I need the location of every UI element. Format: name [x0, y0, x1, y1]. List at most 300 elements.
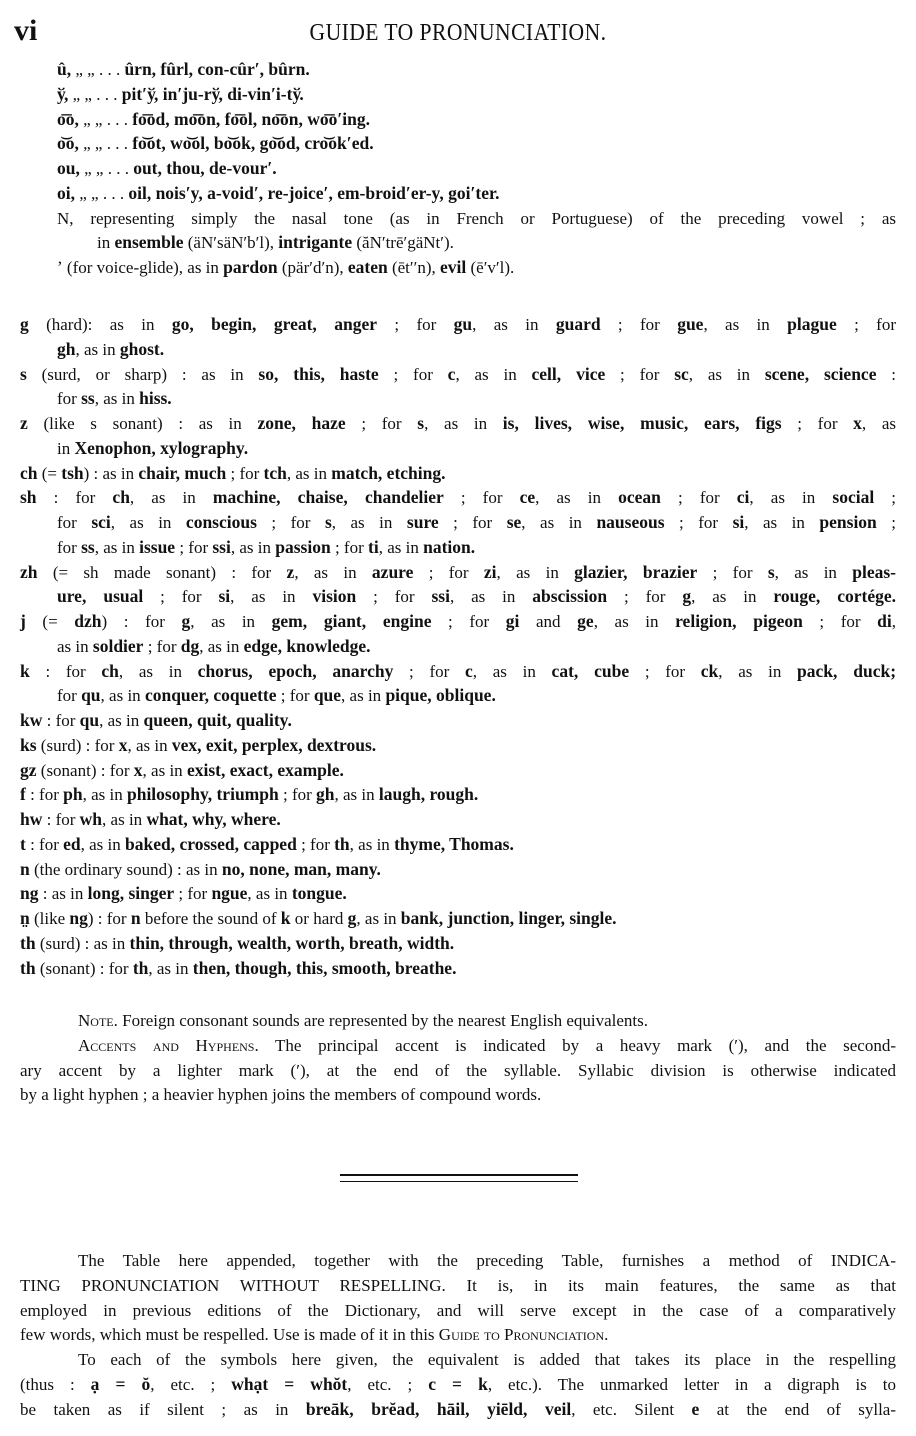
text-segment: ;	[876, 513, 897, 532]
text-segment: , etc.). The unmarked letter in a digraph is to	[487, 1374, 896, 1394]
example-words: n	[130, 908, 141, 928]
example-words: bank, junction, linger, single.	[400, 908, 617, 928]
example-words: ce	[519, 487, 536, 508]
text-segment: : for	[42, 810, 80, 829]
example-words: pardon	[223, 257, 278, 277]
example-words: x	[118, 734, 128, 755]
text-segment: „ „ . . .	[75, 183, 129, 203]
text-segment: , as	[861, 414, 897, 433]
text-segment: , as in	[294, 562, 372, 582]
example-words: ss	[81, 388, 95, 409]
example-words: c	[447, 363, 456, 384]
text-segment: ; for	[143, 636, 181, 656]
example-words: dzh	[74, 611, 102, 631]
example-words: long, singer	[87, 883, 175, 904]
text-line	[57, 584, 896, 609]
text-segment: , as in	[472, 315, 556, 334]
example-words: s	[20, 363, 27, 384]
text-segment: (surd) : for	[36, 735, 119, 755]
example-words: gem, giant, engine	[271, 611, 432, 631]
text-segment: for	[57, 389, 82, 409]
text-line	[20, 1322, 608, 1347]
example-words: queen, quit, quality.	[143, 710, 292, 730]
example-words: kw	[20, 710, 43, 730]
text-segment: „ „ . . .	[79, 159, 134, 178]
example-words: ge	[577, 611, 594, 631]
text-segment: ary accent by a lighter mark (′), at the end of the syllable. Syllabic division is otherwise indicated	[20, 1060, 896, 1080]
text-line	[57, 156, 277, 181]
example-words: que	[313, 685, 342, 706]
text-segment: Guide to Pronunciation.	[438, 1325, 609, 1345]
text-segment: , as in	[331, 513, 407, 532]
text-segment: , as in	[718, 661, 798, 681]
text-segment: ; for	[296, 834, 335, 854]
text-segment: (the ordinary sound) : as in	[29, 859, 222, 879]
example-words: breāk, brĕad, hāil, yiēld, veil	[305, 1398, 572, 1419]
example-words: ou,	[57, 158, 80, 178]
text-segment: Note.	[78, 1011, 118, 1030]
text-segment: , as in	[521, 513, 597, 532]
text-segment: ; for	[664, 513, 733, 532]
text-line	[57, 131, 374, 156]
example-words: rouge, cortége.	[773, 586, 897, 607]
text-segment: , as in	[199, 636, 244, 656]
text-segment: employed in previous editions of the Dictionary, and will serve except in the case of a comparatively	[20, 1300, 896, 1320]
text-line	[20, 931, 454, 956]
text-line	[20, 1058, 896, 1083]
text-segment: (ăN′trē′gäNt′).	[352, 233, 454, 253]
text-segment: ; for	[377, 315, 454, 334]
divider-rule-top	[340, 1174, 578, 1176]
text-segment: , as in	[496, 562, 575, 582]
text-segment: , etc. Silent	[571, 1399, 692, 1419]
text-line	[57, 634, 371, 659]
example-words: dg	[180, 635, 200, 656]
example-words: ti	[368, 536, 379, 557]
text-segment: ; for	[438, 513, 507, 532]
example-words: guard	[555, 314, 601, 334]
example-words: scene, science	[764, 363, 877, 384]
example-words: passion	[275, 536, 331, 557]
example-words: whạt = whŏt	[231, 1373, 348, 1394]
text-line	[20, 807, 281, 832]
text-segment: ; for	[278, 785, 317, 805]
text-segment: , as in	[356, 909, 401, 928]
text-segment: , as in	[341, 686, 386, 706]
text-segment: ; for	[781, 414, 854, 433]
example-words: nation.	[423, 536, 476, 557]
example-words: f	[20, 784, 26, 805]
text-segment: (thus :	[20, 1374, 91, 1394]
example-words: eaten	[347, 257, 388, 277]
example-words: glazier, brazier	[574, 561, 698, 582]
text-segment: for	[57, 686, 82, 706]
text-line	[20, 312, 896, 337]
example-words: hiss.	[139, 388, 172, 409]
text-segment: before the sound of	[140, 909, 281, 928]
example-words: azure	[371, 561, 414, 582]
text-segment: , as in	[80, 834, 126, 854]
text-segment: ; for	[345, 414, 418, 433]
text-segment: (surd, or sharp) : as in	[26, 364, 259, 384]
text-segment: , as in	[230, 537, 276, 557]
text-segment: (like	[29, 909, 70, 928]
example-words: k	[20, 660, 30, 681]
text-segment: (hard): as in	[28, 315, 172, 334]
example-words: qu	[79, 710, 100, 730]
example-words: z	[20, 413, 28, 433]
text-segment: ; for	[600, 315, 678, 334]
text-segment: Foreign consonant sounds are represented by the nearest English equivalents.	[117, 1011, 649, 1030]
page-title: GUIDE TO PRONUNCIATION.	[309, 20, 607, 46]
example-words: gue	[677, 314, 704, 334]
example-words: so, this, haste	[258, 363, 379, 384]
example-words: then, though, this, smooth, breathe.	[192, 957, 457, 978]
example-words: j	[20, 611, 26, 631]
example-words: pit′ў, in′ju-rў, di-vin′i-tў.	[121, 83, 304, 104]
text-segment: ; for	[413, 562, 484, 582]
example-words: cell, vice	[531, 363, 606, 384]
text-segment: : as in	[38, 884, 88, 904]
text-segment: ) : for	[87, 909, 131, 928]
text-segment: for	[57, 537, 82, 557]
example-words: ch	[112, 487, 130, 508]
example-words: tch	[263, 462, 287, 483]
text-segment: ) : for	[101, 612, 182, 631]
text-segment: (pär′d′n),	[277, 258, 348, 277]
example-words: religion, pigeon	[675, 611, 803, 631]
text-segment: ; for	[393, 661, 465, 681]
text-segment: at the end of sylla-	[699, 1399, 897, 1419]
example-words: sc	[674, 363, 689, 384]
example-words: match, etching.	[331, 462, 446, 483]
text-segment: „ „ . . .	[68, 84, 122, 104]
text-segment: : for	[42, 711, 80, 730]
example-words: ph	[63, 784, 83, 805]
text-segment: , as in	[535, 488, 619, 508]
text-segment: , representing simply the nasal tone (as in French or Portuguese) of the preceding vowel ; as	[69, 208, 896, 228]
example-words: ûrn, fûrl, con-cûr′, bûrn.	[124, 59, 310, 79]
text-segment: few words, which must be respelled. Use is made of it in this	[20, 1325, 439, 1345]
example-words: what, why, where.	[146, 809, 281, 829]
text-line	[20, 411, 896, 436]
example-words: ks	[20, 734, 37, 755]
text-segment: , as in	[94, 389, 140, 409]
text-segment: ; for	[143, 587, 219, 607]
example-words: gh	[316, 784, 335, 805]
text-segment: ; for	[175, 537, 213, 557]
text-segment: , etc. ;	[150, 1374, 232, 1394]
example-words: z	[286, 561, 295, 582]
example-words: zi	[483, 561, 497, 582]
text-segment: , as in	[94, 537, 140, 557]
text-line	[57, 255, 514, 280]
page-number: vi	[14, 14, 38, 47]
example-words: x	[133, 759, 143, 780]
text-segment: : for	[25, 785, 64, 805]
text-segment: ; for	[330, 537, 368, 557]
example-words: ocean	[618, 487, 661, 508]
example-words: x	[853, 413, 862, 433]
example-words: sure	[406, 512, 439, 532]
text-line	[20, 485, 896, 510]
example-words: ure, usual	[57, 586, 144, 607]
text-segment: (ē′v′l).	[466, 258, 515, 277]
example-words: is, lives, wise, music, ears, figs	[502, 413, 782, 433]
example-words: cat, cube	[551, 660, 630, 681]
text-segment: ; for	[660, 488, 737, 508]
text-segment: , etc. ;	[347, 1374, 429, 1394]
example-words: no, none, man, many.	[221, 858, 381, 879]
example-words: gh	[57, 338, 76, 359]
text-line	[20, 362, 896, 387]
text-segment: (sonant) : for	[36, 760, 134, 780]
example-words: ngue	[211, 883, 248, 904]
text-line	[20, 758, 344, 783]
example-words: intrigante	[278, 232, 353, 253]
example-words: o͞o,	[57, 108, 79, 129]
text-segment: Accents and Hyphens.	[78, 1035, 259, 1055]
example-words: ed	[63, 833, 81, 854]
text-segment: , as in	[774, 562, 853, 582]
text-segment: , as in	[455, 364, 532, 384]
example-words: gi	[505, 611, 520, 631]
example-words: ssi	[212, 536, 231, 557]
text-segment: ʼ (for voice-glide), as in	[57, 258, 224, 277]
example-words: chair, much	[138, 462, 227, 483]
example-words: pleas-	[852, 561, 896, 582]
example-words: sh	[20, 487, 37, 508]
example-words: ci	[736, 487, 750, 508]
example-words: ghost.	[119, 338, 165, 359]
text-segment: ; for	[443, 488, 520, 508]
text-segment: or hard	[290, 909, 348, 928]
text-segment: (= sh made sonant) : for	[37, 562, 287, 582]
text-segment: (ēt′′n),	[387, 258, 440, 277]
text-line	[78, 1347, 896, 1372]
text-segment: , as in	[75, 339, 120, 359]
example-words: pack, duck;	[797, 660, 897, 681]
example-words: wh	[79, 809, 103, 829]
example-words: hw	[20, 809, 43, 829]
text-segment: „ „ . . .	[71, 60, 125, 79]
example-words: gu	[453, 314, 473, 334]
example-words: o͝o,	[57, 133, 79, 154]
text-line	[20, 1372, 896, 1397]
text-segment: , as in	[82, 785, 127, 805]
example-words: fo͝ot, wo͝ol, bo͝ok, go͝od, cro͝ok′ed.	[132, 133, 374, 154]
text-line	[20, 782, 478, 807]
text-segment: for	[57, 513, 92, 532]
text-segment: , as in	[349, 834, 395, 854]
text-segment: , as in	[749, 488, 833, 508]
text-segment: , as in	[286, 463, 332, 483]
example-words: fo͞od, mo͞on, fo͞ol, no͞on, wo͞o′ing.	[132, 108, 371, 129]
example-words: zh	[20, 561, 38, 582]
text-segment: : for	[29, 661, 102, 681]
example-words: th	[132, 957, 149, 978]
example-words: ss	[81, 536, 95, 557]
text-line	[20, 1397, 896, 1422]
example-words: out, thou, de-vour′.	[133, 158, 277, 178]
text-segment: , as in	[593, 612, 676, 631]
text-segment: „ „ . . .	[78, 109, 133, 129]
example-words: ck	[700, 660, 719, 681]
text-segment: in	[57, 438, 75, 458]
text-line	[20, 609, 896, 634]
text-line	[78, 1248, 896, 1273]
text-segment: , as in	[100, 686, 145, 706]
text-segment: ; for	[431, 612, 506, 631]
example-words: si	[218, 586, 231, 607]
text-segment: ;	[874, 488, 897, 508]
example-words: t	[20, 833, 26, 854]
text-segment: (äN′säN′b′l),	[183, 233, 279, 253]
text-line	[57, 82, 304, 107]
text-segment: , as in	[703, 315, 788, 334]
text-line	[57, 206, 896, 231]
text-segment: , as in	[129, 488, 213, 508]
example-words: ng	[69, 908, 88, 928]
example-words: g	[347, 908, 357, 928]
example-words: tongue.	[291, 883, 347, 904]
text-segment: The Table here appended, together with the preceding Table, furnishes a method of INDICA-	[78, 1251, 896, 1270]
text-line	[97, 230, 454, 255]
example-words: ch	[101, 660, 119, 681]
example-words: ng	[20, 883, 39, 904]
text-segment: ; for	[356, 587, 432, 607]
text-line	[57, 683, 496, 708]
text-segment: TING PRONUNCIATION WITHOUT RESPELLING. It is, in its main features, the same as that	[20, 1275, 896, 1295]
text-segment: , as in	[230, 587, 313, 607]
example-words: ch	[20, 462, 38, 483]
text-line	[20, 708, 292, 733]
text-segment: (sonant) : for	[35, 958, 133, 978]
text-segment: , as in	[688, 364, 765, 384]
example-words: go, begin, great, anger	[171, 314, 378, 334]
text-line	[57, 181, 500, 206]
example-words: pique, oblique.	[385, 685, 496, 706]
text-segment: by a light hyphen ; a heavier hyphen joins the members of compound words.	[20, 1085, 542, 1105]
example-words: s	[767, 561, 775, 582]
text-segment: , as in	[334, 785, 379, 805]
example-words: zone, haze	[257, 413, 346, 433]
example-words: si	[732, 512, 745, 532]
text-segment: , as in	[110, 513, 186, 532]
text-segment: ; for	[226, 463, 264, 483]
example-words: û,	[57, 59, 72, 79]
text-line	[20, 1298, 896, 1323]
text-segment: ; for	[378, 364, 448, 384]
text-line	[57, 57, 310, 82]
text-line	[20, 461, 446, 486]
example-words: c	[465, 660, 473, 681]
text-segment: be taken as if silent ; as in	[20, 1399, 306, 1419]
text-segment: (surd) : as in	[35, 933, 130, 953]
example-words: soldier	[92, 635, 144, 656]
text-line	[57, 107, 370, 132]
example-words: th	[20, 957, 36, 978]
text-segment: N	[57, 208, 70, 228]
text-segment: The principal accent is indicated by a heavy mark (′), and the second-	[258, 1035, 896, 1055]
text-line	[57, 386, 172, 411]
text-line	[78, 1033, 896, 1058]
example-words: philosophy, triumph	[126, 784, 279, 805]
text-segment: , as in	[378, 537, 424, 557]
example-words: machine, chaise, chandelier	[212, 487, 444, 508]
example-words: Xenophon, xylography.	[74, 437, 249, 458]
example-words: th	[334, 833, 350, 854]
text-segment: ; for	[629, 661, 701, 681]
example-words: g	[682, 586, 692, 607]
example-words: c = k	[428, 1373, 488, 1394]
example-words: se	[506, 512, 522, 532]
text-segment: , as in	[127, 735, 172, 755]
text-segment: , as in	[691, 587, 774, 607]
example-words: conquer, coquette	[144, 685, 277, 706]
text-segment: ; for	[697, 562, 768, 582]
text-line	[20, 733, 376, 758]
example-words: nauseous	[596, 512, 665, 532]
example-words: e	[691, 1398, 700, 1419]
text-segment: , as in	[744, 513, 820, 532]
text-line	[20, 906, 617, 931]
text-line	[20, 832, 514, 857]
text-segment: ) : as in	[83, 463, 139, 483]
example-words: vision	[312, 586, 357, 607]
text-segment: (like s sonant) : as in	[27, 414, 258, 433]
text-segment: ; for	[174, 884, 212, 904]
text-line	[78, 1008, 648, 1033]
example-words: chorus, epoch, anarchy	[197, 660, 394, 681]
text-line	[57, 535, 475, 560]
text-segment: in	[97, 233, 115, 253]
text-line	[20, 560, 896, 585]
text-segment: , as in	[449, 587, 533, 607]
text-line	[20, 1082, 541, 1107]
example-words: qu	[81, 685, 101, 706]
divider-rule-bottom	[340, 1181, 578, 1182]
text-line	[20, 881, 347, 906]
text-segment: (=	[25, 612, 75, 631]
example-words: thyme, Thomas.	[394, 833, 514, 854]
example-words: issue	[139, 536, 176, 557]
text-segment: as in	[57, 636, 93, 656]
example-words: thin, through, wealth, worth, breath, width.	[129, 932, 455, 953]
text-segment: , as in	[424, 414, 503, 433]
text-segment: To each of the symbols here given, the equivalent is added that takes its place in the respelling	[78, 1350, 896, 1369]
example-words: di	[877, 611, 892, 631]
example-words: tsh	[61, 462, 84, 483]
text-segment: ; for	[607, 587, 683, 607]
text-segment: : for	[36, 488, 113, 508]
text-line	[57, 436, 248, 461]
example-words: sci	[91, 512, 111, 532]
example-words: plague	[787, 314, 837, 334]
example-words: n̤	[20, 908, 30, 928]
example-words: k	[280, 908, 291, 928]
example-words: s	[324, 512, 332, 532]
text-segment: , as in	[102, 810, 147, 829]
text-segment: ; for	[276, 686, 314, 706]
text-segment: ; for	[802, 612, 878, 631]
example-words: evil	[440, 257, 467, 277]
text-segment: (=	[37, 463, 62, 483]
text-segment: , as in	[247, 884, 292, 904]
text-segment: and	[519, 612, 578, 631]
example-words: edge, knowledge.	[243, 635, 371, 656]
example-words: n	[20, 858, 30, 879]
